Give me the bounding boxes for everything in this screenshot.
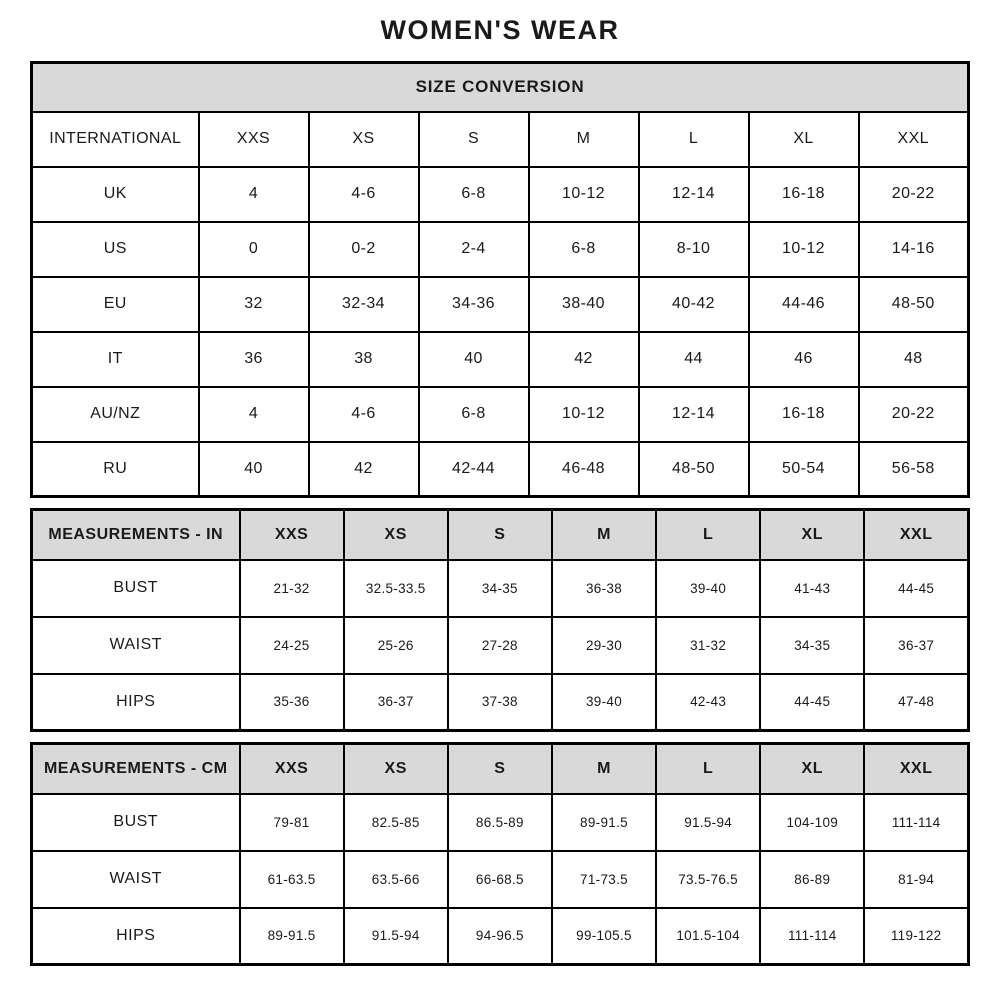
value-cell: 32 [199,277,309,332]
table-row [32,442,969,497]
size-header-cell: XXS [240,510,344,560]
row-label: RU [32,442,199,497]
table-row [32,674,969,731]
table-row [32,222,969,277]
value-cell: 4 [199,387,309,442]
value-cell: 32.5-33.5 [344,560,448,617]
size-header-cell: S [419,112,529,167]
value-cell: 31-32 [656,617,760,674]
size-header-cell: L [656,744,760,794]
value-cell: 119-122 [864,908,968,965]
value-cell: 46-48 [529,442,639,497]
value-cell: 34-36 [419,277,529,332]
value-cell: 48-50 [859,277,969,332]
size-header-cell: XS [344,744,448,794]
row-label: HIPS [32,908,240,965]
table-row [32,167,969,222]
value-cell: 42 [529,332,639,387]
size-header-cell: XS [309,112,419,167]
value-cell: 42-44 [419,442,529,497]
row-label: BUST [32,560,240,617]
value-cell: 42-43 [656,674,760,731]
size-header-cell: S [448,744,552,794]
value-cell: 42 [309,442,419,497]
value-cell: 89-91.5 [552,794,656,851]
value-cell: 89-91.5 [240,908,344,965]
value-cell: 20-22 [859,167,969,222]
value-cell: 104-109 [760,794,864,851]
value-cell: 6-8 [419,387,529,442]
value-cell: 32-34 [309,277,419,332]
value-cell: 6-8 [529,222,639,277]
value-cell: 50-54 [749,442,859,497]
table-row [32,560,969,617]
value-cell: 81-94 [864,851,968,908]
value-cell: 82.5-85 [344,794,448,851]
size-header-cell: XXL [864,510,968,560]
value-cell: 63.5-66 [344,851,448,908]
value-cell: 40 [419,332,529,387]
table-row [32,908,969,965]
size-header-cell: XL [760,744,864,794]
size-conversion-banner: SIZE CONVERSION [32,63,969,112]
value-cell: 36-37 [344,674,448,731]
value-cell: 91.5-94 [656,794,760,851]
value-cell: 86-89 [760,851,864,908]
row-label: BUST [32,794,240,851]
value-cell: 39-40 [552,674,656,731]
size-header-cell: XL [760,510,864,560]
value-cell: 20-22 [859,387,969,442]
table-title-cell: MEASUREMENTS - CM [32,744,240,794]
table-title-cell: INTERNATIONAL [32,112,199,167]
value-cell: 94-96.5 [448,908,552,965]
value-cell: 10-12 [749,222,859,277]
row-label: UK [32,167,199,222]
value-cell: 44-46 [749,277,859,332]
value-cell: 29-30 [552,617,656,674]
value-cell: 27-28 [448,617,552,674]
row-label: HIPS [32,674,240,731]
row-label: IT [32,332,199,387]
value-cell: 2-4 [419,222,529,277]
value-cell: 91.5-94 [344,908,448,965]
size-conversion-table [30,61,970,498]
value-cell: 35-36 [240,674,344,731]
value-cell: 21-32 [240,560,344,617]
size-header-cell: M [529,112,639,167]
value-cell: 111-114 [864,794,968,851]
table-row [32,387,969,442]
value-cell: 38 [309,332,419,387]
value-cell: 38-40 [529,277,639,332]
table-row [32,617,969,674]
size-header-cell: XXS [199,112,309,167]
value-cell: 66-68.5 [448,851,552,908]
size-header-cell: XXS [240,744,344,794]
value-cell: 36-38 [552,560,656,617]
value-cell: 40-42 [639,277,749,332]
value-cell: 36 [199,332,309,387]
size-header-cell: XS [344,510,448,560]
measurements-cm-table [30,742,970,966]
value-cell: 79-81 [240,794,344,851]
value-cell: 8-10 [639,222,749,277]
size-conversion-banner-row [32,63,969,112]
measurements-in-table [30,508,970,732]
value-cell: 24-25 [240,617,344,674]
value-cell: 71-73.5 [552,851,656,908]
value-cell: 12-14 [639,167,749,222]
value-cell: 40 [199,442,309,497]
table-title-cell: MEASUREMENTS - IN [32,510,240,560]
value-cell: 0 [199,222,309,277]
value-cell: 36-37 [864,617,968,674]
value-cell: 41-43 [760,560,864,617]
row-label: EU [32,277,199,332]
size-header-cell: S [448,510,552,560]
size-header-cell: XL [749,112,859,167]
page-title: WOMEN'S WEAR [380,15,620,45]
value-cell: 12-14 [639,387,749,442]
size-header-cell: XXL [859,112,969,167]
value-cell: 47-48 [864,674,968,731]
value-cell: 39-40 [656,560,760,617]
value-cell: 34-35 [760,617,864,674]
value-cell: 101.5-104 [656,908,760,965]
value-cell: 34-35 [448,560,552,617]
value-cell: 44 [639,332,749,387]
value-cell: 14-16 [859,222,969,277]
value-cell: 111-114 [760,908,864,965]
measurements-cm-header-row [32,744,969,794]
value-cell: 73.5-76.5 [656,851,760,908]
table-row [32,332,969,387]
value-cell: 56-58 [859,442,969,497]
value-cell: 10-12 [529,387,639,442]
size-header-cell: L [656,510,760,560]
table-row [32,794,969,851]
value-cell: 37-38 [448,674,552,731]
size-header-cell: XXL [864,744,968,794]
table-row [32,851,969,908]
size-header-cell: L [639,112,749,167]
value-cell: 61-63.5 [240,851,344,908]
value-cell: 86.5-89 [448,794,552,851]
value-cell: 44-45 [760,674,864,731]
value-cell: 16-18 [749,387,859,442]
size-conversion-header-row [32,112,969,167]
value-cell: 16-18 [749,167,859,222]
value-cell: 48-50 [639,442,749,497]
value-cell: 4-6 [309,387,419,442]
value-cell: 0-2 [309,222,419,277]
value-cell: 4-6 [309,167,419,222]
value-cell: 48 [859,332,969,387]
row-label: WAIST [32,617,240,674]
value-cell: 25-26 [344,617,448,674]
measurements-in-header-row [32,510,969,560]
table-row [32,277,969,332]
value-cell: 4 [199,167,309,222]
value-cell: 46 [749,332,859,387]
size-header-cell: M [552,744,656,794]
size-header-cell: M [552,510,656,560]
value-cell: 10-12 [529,167,639,222]
value-cell: 99-105.5 [552,908,656,965]
row-label: AU/NZ [32,387,199,442]
row-label: US [32,222,199,277]
value-cell: 6-8 [419,167,529,222]
value-cell: 44-45 [864,560,968,617]
row-label: WAIST [32,851,240,908]
